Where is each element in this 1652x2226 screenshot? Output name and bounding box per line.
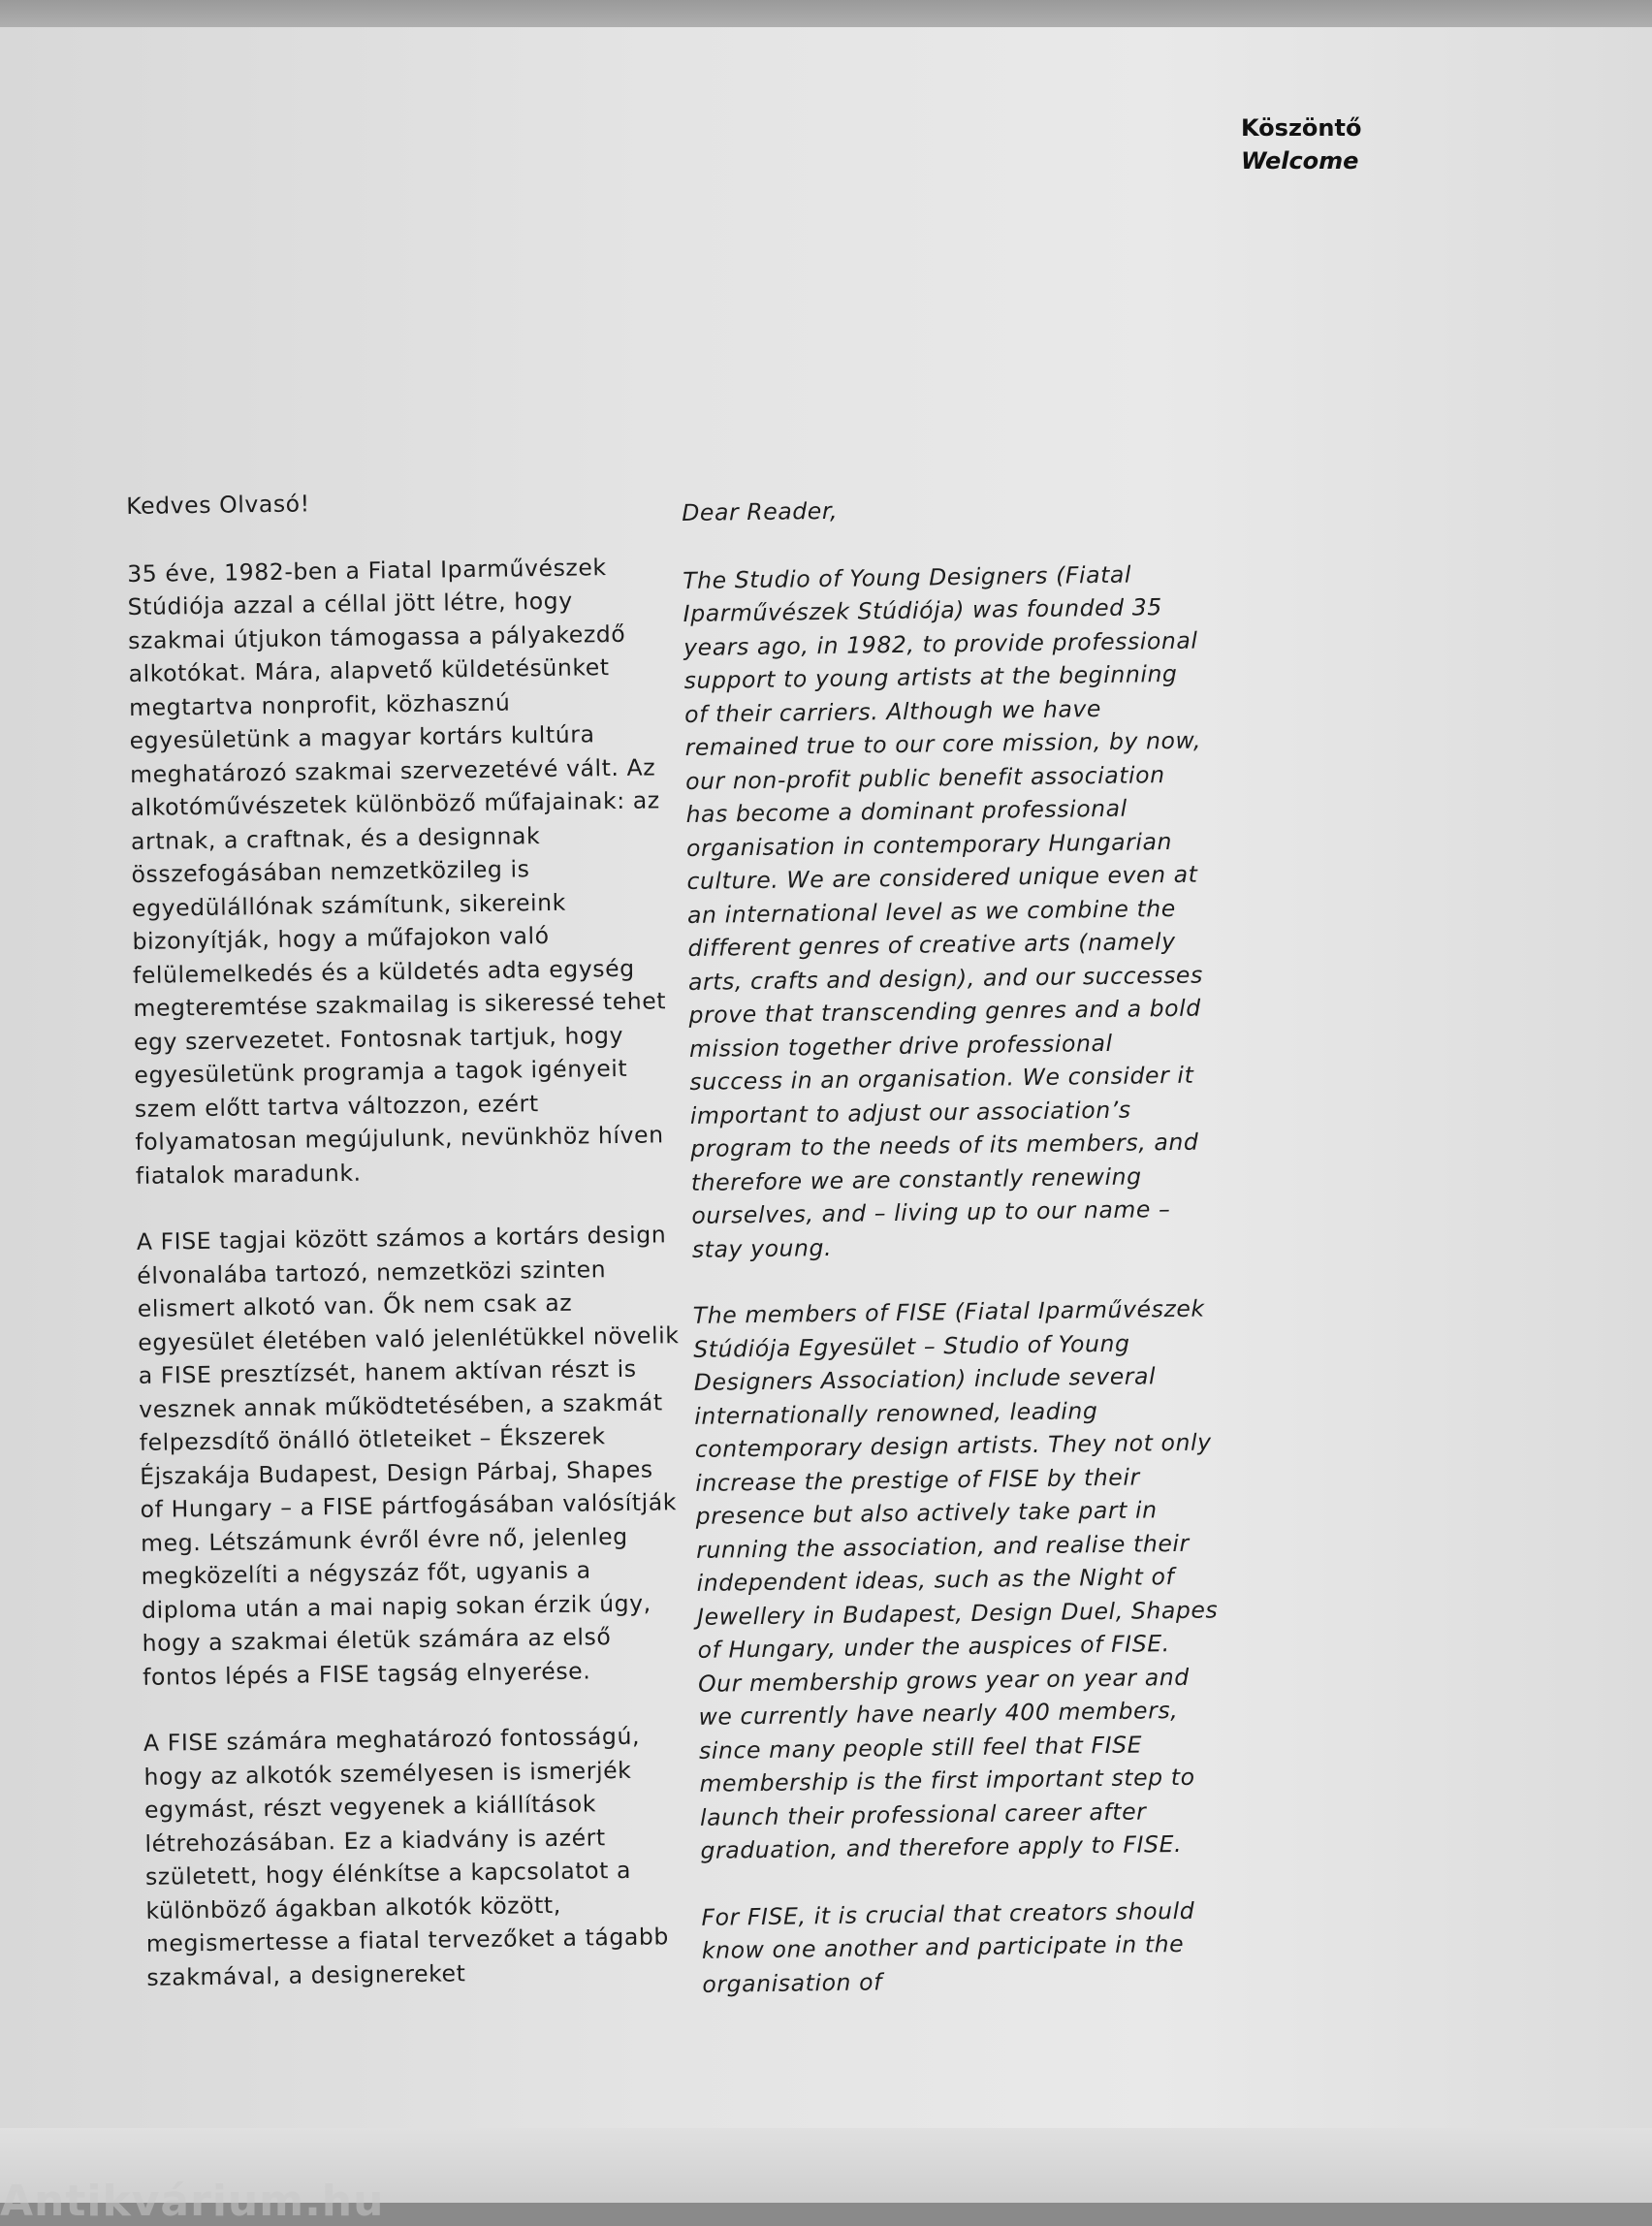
english-column bbox=[682, 489, 1226, 2033]
header-title-hungarian: Köszöntő bbox=[1241, 114, 1362, 142]
hungarian-salutation: Kedves Olvasó! bbox=[126, 490, 310, 520]
watermark: Antikvárium.hu bbox=[0, 2177, 385, 2226]
english-paragraph-1: The Studio of Young Designers (Fiatal Iparművészek Stúdiója) was founded 35 years ago, in 1982, to provide professional support to young artists at the beginning of their carriers. Although we have remained true to our core mission, by now, our non-profit public benefit association has become a dominant professional organisation in contemporary Hungarian culture. We are considered unique even at an international level as we combine the different genres of creative arts (namely arts, crafts and design), and our successes prove that transcending genres and a bold mission together drive professional success in an organisation. We consider it important to adjust our association’s program to the needs of its members, and therefore we are constantly renewing ourselves, and – living up to our name – stay young. bbox=[683, 560, 1204, 1263]
hungarian-paragraph-3: A FISE számára meghatározó fontosságú, hogy az alkotók személyesen is ismerjék egymást, részt vegyenek a kiállítások létrehozásában. Ez a kiadvány is azért született, hogy élénkítse a kapcsolatot a különböző ágakban alkotók között, megismertesse a fiatal tervezőket a tágabb szakmával, a designereket bbox=[143, 1722, 670, 1991]
english-paragraph-3: For FISE, it is crucial that creators should know one another and participate in the organisation of bbox=[701, 1896, 1195, 1998]
hungarian-column bbox=[126, 482, 690, 2027]
hungarian-paragraph-1: 35 éve, 1982-ben a Fiatal Iparművészek Stúdiója azzal a céllal jött létre, hogy szakmai útjukon támogassa a pályakezdő alkotókat. Mára, alapvető küldetésünket megtartva nonprofit, közhasznú egyesületünk a magyar kortárs kultúra meghatározó szakmai szervezetévé vált. Az alkotóművészetek különböző műfajainak: az artnak, a craftnak, és a designnak összefogásában nemzetközileg is egyedülállónak számítunk, sikereink bizonyítják, hogy a műfajokon való felülemelkedés és a küldetés adta egység megteremtése szakmailag is sikeressé tehet egy szervezetet. Fontosnak tartjuk, hogy egyesületünk programja a tagok igényeit szem előtt tartva változzon, ezért folyamatosan megújulunk, nevünkhöz híven fiatalok maradunk. bbox=[127, 553, 667, 1190]
english-salutation: Dear Reader, bbox=[682, 496, 839, 526]
english-paragraph-2: The members of FISE (Fiatal Iparművészek Stúdiója Egyesület – Studio of Young Designers Association) include several internationally renowned, leading contemporary design artists. They not only increase the prestige of FISE by their presence but also actively take part in running the association, and realise their independent ideas, such as the Night of Jewellery in Budapest, Design Duel, Shapes of Hungary, under the auspices of FISE. Our membership grows year on year and we currently have nearly 400 members, since many people still feel that FISE membership is the first important step to launch their professional career after graduation, and therefore apply to FISE. bbox=[692, 1294, 1219, 1864]
header-title-english: Welcome bbox=[1241, 147, 1359, 175]
page-header bbox=[1241, 111, 1361, 177]
hungarian-paragraph-2: A FISE tagjai között számos a kortárs design élvonalába tartozó, nemzetközi szinten elismert alkotó van. Ők nem csak az egyesület életében való jelenlétükkel növelik a FISE presztízsét, hanem aktívan részt is vesznek annak működtetésében, a szakmát felpezsdítő önálló ötleteiket – Ékszerek Éjszakája Budapest, Design Párbaj, Shapes of Hungary – a FISE pártfogásában valósítják meg. Létszámunk évről évre nő, jelenleg megközelíti a négyszáz főt, ugyanis a diploma után a mai napig sokan érzik úgy, hogy a szakmai életük számára az első fontos lépés a FISE tagság elnyerése. bbox=[136, 1221, 680, 1691]
